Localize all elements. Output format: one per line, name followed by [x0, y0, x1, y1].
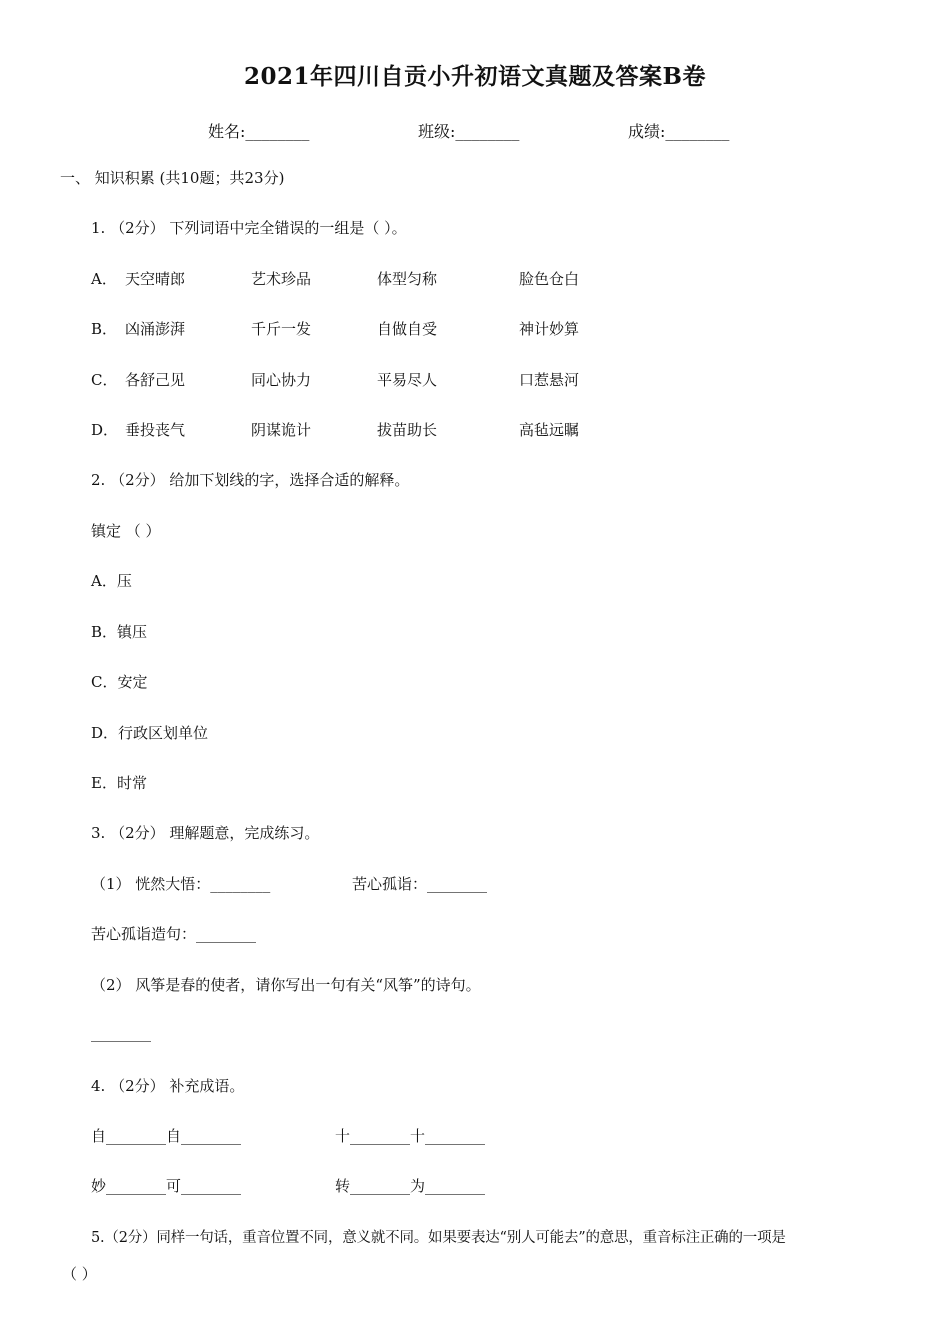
question-3-part1-a[interactable]: （1） 恍然大悟：________: [91, 875, 271, 893]
class-field[interactable]: 班级:________: [418, 122, 520, 141]
question-2-option-a[interactable]: A．压: [91, 572, 132, 590]
option-word: 体型匀称: [377, 270, 438, 288]
question-2-option-c[interactable]: C．安定: [91, 673, 148, 691]
idiom-blank[interactable]: 妙________可________: [91, 1177, 242, 1195]
option-label: A．: [91, 270, 117, 288]
option-word: 口惹悬河: [519, 371, 580, 389]
question-3-part1-b[interactable]: 苦心孤诣：________: [352, 875, 488, 893]
question-1-stem: 1. （2分） 下列词语中完全错误的一组是（ ）。: [91, 219, 407, 237]
question-2-option-e[interactable]: E．时常: [91, 774, 147, 792]
question-2-option-b[interactable]: B．镇压: [91, 623, 148, 641]
option-word: 同心协力: [251, 371, 312, 389]
option-word: 神计妙算: [519, 320, 580, 338]
idiom-blank[interactable]: 十________十________: [335, 1127, 486, 1145]
option-word: 阴谋诡计: [251, 421, 312, 439]
question-3-part1-c[interactable]: 苦心孤诣造句：________: [91, 925, 257, 943]
question-3-part2-blank[interactable]: ________: [91, 1024, 151, 1042]
question-2-option-d[interactable]: D．行政区划单位: [91, 724, 209, 742]
option-word: 艺术珍品: [251, 270, 312, 288]
document-title: 2021年四川自贡小升初语文真题及答案B卷: [244, 63, 706, 90]
idiom-blank[interactable]: 自________自________: [91, 1127, 242, 1145]
option-label: C．: [91, 371, 118, 389]
question-2-word: 镇定 （ ）: [91, 522, 161, 540]
name-field[interactable]: 姓名:________: [208, 122, 310, 141]
option-word: 自做自受: [377, 320, 438, 338]
question-2-stem: 2. （2分） 给加下划线的字，选择合适的解释。: [91, 471, 410, 489]
option-word: 拔苗助长: [377, 421, 438, 439]
option-word: 脸色仓白: [519, 270, 580, 288]
option-word: 千斤一发: [251, 320, 312, 338]
option-word: 垂投丧气: [125, 421, 186, 439]
option-label: D．: [91, 421, 119, 439]
option-word: 天空晴郎: [125, 270, 186, 288]
section-heading: 一、 知识积累 (共10题；共23分): [60, 169, 285, 187]
question-5-stem: 5.（2分）同样一句话，重音位置不同，意义就不同。如果要表达“别人可能去”的意思，重音标注正确的一项是: [91, 1230, 786, 1246]
option-word: 凶涌澎湃: [125, 320, 186, 338]
question-3-part2: （2） 风筝是春的使者，请你写出一句有关“风筝”的诗句。: [91, 976, 481, 994]
question-4-stem: 4. （2分） 补充成语。: [91, 1077, 245, 1095]
option-word: 高毡远瞩: [519, 421, 580, 439]
option-label: B．: [91, 320, 118, 338]
option-word: 平易尽人: [377, 371, 438, 389]
question-5-answer-paren[interactable]: （ ）: [62, 1265, 97, 1283]
idiom-blank[interactable]: 转________为________: [335, 1177, 486, 1195]
question-3-stem: 3. （2分） 理解题意，完成练习。: [91, 824, 320, 842]
score-field[interactable]: 成绩:________: [628, 122, 730, 141]
option-word: 各舒己见: [125, 371, 186, 389]
